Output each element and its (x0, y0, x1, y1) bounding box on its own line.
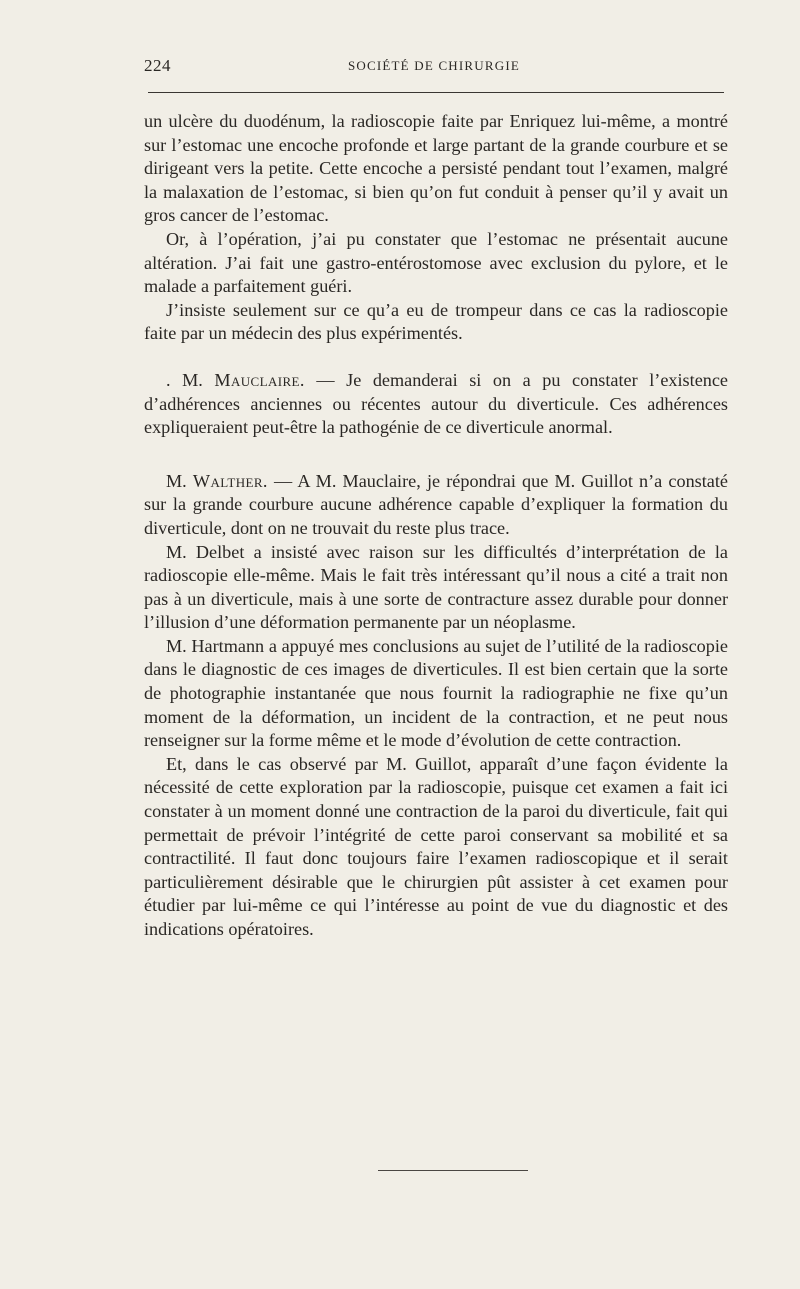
paragraph-continuation: un ulcère du duodénum, la radioscopie faite par Enriquez lui-même, a montré sur l’estomac une encoche profonde et large partant de la grande courbure et se dirigeant vers la petite. Cette encoche a persisté pendant tout l’examen, malgré la malaxation de l’estomac, si bien qu’on fut conduit à penser qu’il y avait un gros cancer de l’estomac. (144, 111, 728, 226)
paragraph-delbet: M. Delbet a insisté avec raison sur les difficultés d’interprétation de la radioscopie elle-même. Mais le fait très intéressant qu’il nous a cité a trait non pas à un diverticule, mais à une sorte de contracture assez durable pour donner l’illusion d’une déformation permanente par un néoplasme. (144, 541, 728, 633)
paragraph-operation: Or, à l’opération, j’ai pu constater que l’estomac ne présentait aucune altération. J’ai fait une gastro-entérostomose avec exclusion du pylore, et le malade a parfaitement guéri. (144, 228, 728, 297)
speaker-text: — A M. Mauclaire, je répondrai que M. Guillot n’a constaté sur la grande courbure aucune adhérence capable d’expliquer la formation du diverticule, dont on ne trouvait du reste plus trace. (144, 470, 728, 538)
body-text (144, 110, 728, 942)
speaker-name: Walther. (192, 470, 268, 491)
paragraph-insistence: J’insiste seulement sur ce qu’a eu de trompeur dans ce cas la radioscopie faite par un médecin des plus expérimentés. (144, 299, 728, 344)
paragraph-hartmann: M. Hartmann a appuyé mes conclusions au sujet de l’utilité de la radioscopie dans le diagnostic de ces images de diverticules. Il est bien certain que la sorte de photographie instantanée que nous fournit la radiographie ne fixe qu’un moment de la déformation, un incident de la contraction, et ne peut nous renseigner sur la forme même et le mode d’évolution de cette contraction. (144, 635, 728, 751)
speaker-text: — Je demanderai si on a pu constater l’existence d’adhérences anciennes ou récentes autour du diverticule. Ces adhérences expliqueraient peut-être la pathogénie de ce diverticule anormal. (144, 369, 728, 438)
header-rule (148, 92, 724, 93)
running-title: SOCIÉTÉ DE CHIRURGIE (347, 58, 521, 73)
paragraph-guillot: Et, dans le cas observé par M. Guillot, apparaît d’une façon évidente la nécessité de cette exploration par la radioscopie, puisque cet examen a fait ici constater à un moment donné une contraction de la paroi du diverticule, fait qui permettait de prévoir l’intégrité de cette paroi conservant sa mobilité et sa contractilité. Il faut donc toujours faire l’examen radioscopique et il serait particulièrement désirable que le chirurgien pût assister à cet examen pour étudier par lui-même ce qui l’intéresse au point de vue du diagnostic et des indications opératoires. (144, 753, 728, 939)
speaker-prefix: . M. (166, 369, 215, 390)
closing-rule (378, 1170, 528, 1171)
speaker-prefix: M. (166, 470, 193, 491)
running-head (140, 56, 728, 80)
paragraph-mauclaire (144, 369, 728, 440)
paragraph-walther (144, 470, 728, 541)
page-number: 224 (144, 56, 171, 75)
speaker-name: Mauclaire. (214, 369, 305, 390)
